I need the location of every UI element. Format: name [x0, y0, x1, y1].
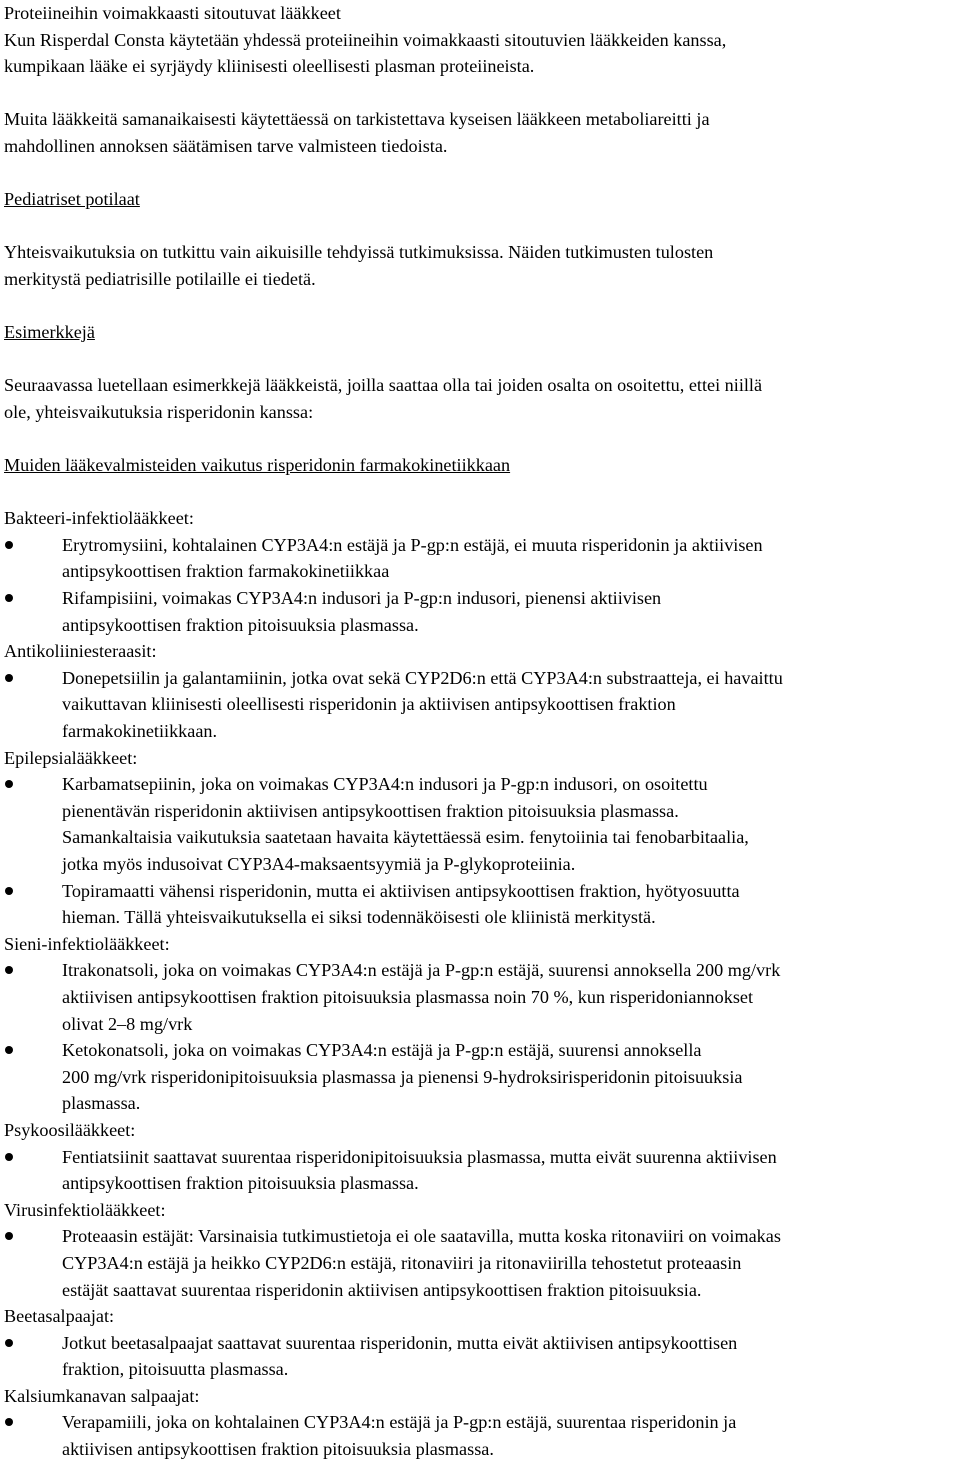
text-line: antipsykoottisen fraktion farmakokinetiikkaa	[62, 561, 390, 582]
text-line: aktiivisen antipsykoottisen fraktion pitoisuuksia plasmassa noin 70 %, kun risperidoniannokset	[62, 986, 754, 1007]
section-heading: Proteiineihin voimakkaasti sitoutuvat lääkkeet	[4, 3, 341, 23]
text-line: Proteaasin estäjät: Varsinaisia tutkimustietoja ei ole saatavilla, mutta koska ritonaviiri on voimakas	[62, 1226, 781, 1247]
list-item	[4, 1409, 960, 1462]
category-label: Antikoliiniesteraasit:	[4, 641, 157, 662]
category-label: Bakteeri-infektiolääkkeet:	[4, 508, 194, 529]
category-label: Psykoosilääkkeet:	[4, 1119, 136, 1140]
list-item	[4, 532, 960, 585]
list-item	[4, 957, 960, 1037]
text-line: farmakokinetiikkaan.	[62, 721, 218, 742]
text-line: jotka myös indusoivat CYP3A4-maksaentsyymiä ja P-glykoproteiinia.	[62, 854, 576, 874]
text-line: Jotkut beetasalpaajat saattavat suurentaa risperidonin, mutta eivät aktiivisen antipsykoottisen	[62, 1332, 738, 1353]
text-line: aktiivisen antipsykoottisen fraktion pitoisuuksia plasmassa.	[62, 1439, 494, 1460]
examples-section	[4, 319, 960, 505]
text-line: olivat 2–8 mg/vrk	[62, 1013, 193, 1034]
category-label: Kalsiumkanavan salpaajat:	[4, 1385, 200, 1406]
text-line: antipsykoottisen fraktion pitoisuuksia plasmassa.	[62, 614, 419, 635]
text-line: plasmassa.	[62, 1093, 141, 1114]
text-line: fraktion, pitoisuutta plasmassa.	[62, 1359, 289, 1380]
category-list	[4, 1223, 960, 1303]
category-list	[4, 1144, 960, 1197]
list-item	[4, 771, 960, 877]
category-label: Sieni-infektiolääkkeet:	[4, 933, 170, 954]
category-list	[4, 1409, 960, 1462]
list-item	[4, 585, 960, 638]
text-line: Erytromysiini, kohtalainen CYP3A4:n estäjä ja P-gp:n estäjä, ei muuta risperidonin ja aktiivisen	[62, 534, 763, 555]
pediatric-section	[4, 186, 960, 319]
intro-section	[4, 0, 960, 186]
text-line: 200 mg/vrk risperidonipitoisuuksia plasmassa ja pienensi 9-hydroksirisperidonin pitoisuuksia	[62, 1066, 743, 1087]
list-item	[4, 665, 960, 745]
text-line: merkitystä pediatrisille potilaille ei tiedetä.	[4, 268, 316, 289]
text-line: Fentiatsiinit saattavat suurentaa risperidonipitoisuuksia plasmassa, mutta eivät suurenna aktiivisen	[62, 1146, 777, 1167]
list-item	[4, 1223, 960, 1303]
list-item	[4, 1330, 960, 1383]
text-line: Karbamatsepiinin, joka on voimakas CYP3A4:n indusori ja P-gp:n indusori, on osoitettu	[62, 774, 708, 795]
examples-paragraph	[4, 372, 960, 425]
text-line: hieman. Tällä yhteisvaikutuksella ei siksi todennäköisesti ole kliinistä merkitystä.	[62, 907, 656, 928]
text-line: Ketokonatsoli, joka on voimakas CYP3A4:n estäjä ja P-gp:n estäjä, suurensi annoksella	[62, 1040, 702, 1061]
category-list	[4, 665, 960, 745]
examples-subheading: Muiden lääkevalmisteiden vaikutus risperidonin farmakokinetiikkaan	[4, 455, 511, 476]
text-line: mahdollinen annoksen säätämisen tarve valmisteen tiedoista.	[4, 135, 448, 156]
list-item	[4, 878, 960, 931]
text-line: CYP3A4:n estäjä ja heikko CYP2D6:n estäjä, ritonaviiri ja ritonaviirilla tehostetut proteaasin	[62, 1252, 742, 1273]
intro-paragraph-2	[4, 106, 960, 159]
pediatric-heading: Pediatriset potilaat	[4, 189, 140, 210]
text-line: Verapamiili, joka on kohtalainen CYP3A4:n estäjä ja P-gp:n estäjä, suurentaa risperidonin ja	[62, 1412, 737, 1433]
category-label: Epilepsialääkkeet:	[4, 747, 138, 768]
text-line: vaikuttavan kliinisesti oleellisesti risperidonin ja aktiivisen antipsykoottisen fraktion	[62, 694, 676, 715]
text-line: Muita lääkkeitä samanaikaisesti käytettäessä on tarkistettava kyseisen lääkkeen metaboliareitti ja	[4, 109, 710, 130]
category-label: Beetasalpaajat:	[4, 1306, 115, 1327]
text-line: kumpikaan lääke ei syrjäydy kliinisesti oleellisesti plasman proteiineista.	[4, 56, 535, 77]
category-label: Virusinfektiolääkkeet:	[4, 1199, 166, 1220]
list-item	[4, 1144, 960, 1197]
examples-heading: Esimerkkejä	[4, 322, 95, 343]
text-line: Rifampisiini, voimakas CYP3A4:n indusori ja P-gp:n indusori, pienensi aktiivisen	[62, 588, 662, 609]
text-line: estäjät saattavat suurentaa risperidonin aktiivisen antipsykoottisen fraktion pitoisuuksia.	[62, 1279, 702, 1300]
category-list	[4, 1330, 960, 1383]
text-line: Donepetsiilin ja galantamiinin, jotka ovat sekä CYP2D6:n että CYP3A4:n substraatteja, ei havaittu	[62, 667, 783, 688]
text-line: antipsykoottisen fraktion pitoisuuksia plasmassa.	[62, 1173, 419, 1194]
drug-categories	[4, 505, 960, 1462]
intro-paragraph-1	[4, 27, 960, 80]
category-list	[4, 771, 960, 931]
text-line: Itrakonatsoli, joka on voimakas CYP3A4:n estäjä ja P-gp:n estäjä, suurensi annoksella 200 mg/vrk	[62, 960, 781, 981]
text-line: Kun Risperdal Consta käytetään yhdessä proteiineihin voimakkaasti sitoutuvien lääkkeiden kanssa,	[4, 29, 727, 50]
text-line: Samankaltaisia vaikutuksia saatetaan havaita käytettäessä esim. fenytoiinia tai fenobarbitaalia,	[62, 827, 749, 848]
pediatric-paragraph	[4, 239, 960, 292]
text-line: Topiramaatti vähensi risperidonin, mutta ei aktiivisen antipsykoottisen fraktion, hyötyosuutta	[62, 880, 740, 901]
list-item	[4, 1037, 960, 1117]
text-line: ole, yhteisvaikutuksia risperidonin kanssa:	[4, 401, 314, 422]
text-line: Yhteisvaikutuksia on tutkittu vain aikuisille tehdyissä tutkimuksissa. Näiden tutkimusten tulosten	[4, 242, 714, 263]
text-line: pienentävän risperidonin aktiivisen antipsykoottisen fraktion pitoisuuksia plasmassa.	[62, 800, 679, 821]
category-list	[4, 957, 960, 1117]
text-line: Seuraavassa luetellaan esimerkkejä lääkkeistä, joilla saattaa olla tai joiden osalta on osoitettu, ettei niillä	[4, 375, 763, 396]
category-list	[4, 532, 960, 638]
